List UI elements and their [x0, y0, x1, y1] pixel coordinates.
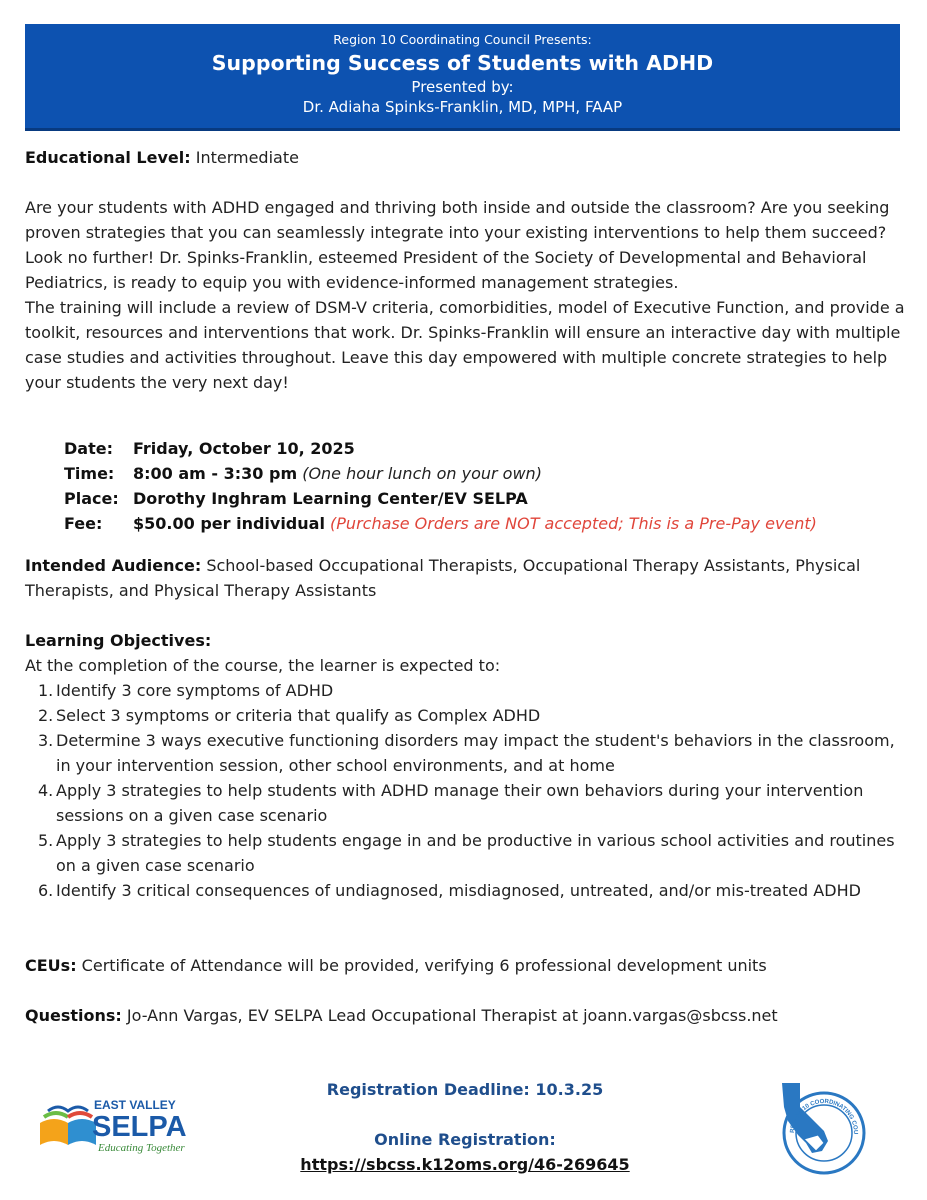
- fee-value: $50.00 per individual: [133, 514, 325, 533]
- list-item: [25, 703, 905, 728]
- list-item: [25, 778, 905, 828]
- online-registration-label: Online Registration:: [374, 1130, 556, 1149]
- time-note: (One hour lunch on your own): [302, 464, 542, 483]
- banner-presented-by: Presented by:: [411, 78, 514, 96]
- time-value: 8:00 am - 3:30 pm: [133, 464, 298, 483]
- objectives-list: [25, 678, 905, 903]
- ceus: [25, 953, 905, 978]
- list-item-number: 6.: [38, 881, 54, 900]
- audience-value: School-based Occupational Therapists, Occupational Therapy Assistants, Physical Therapists, and Physical Therapy Assistants: [25, 556, 861, 600]
- date-label: Date:: [64, 439, 113, 458]
- list-item-text: Identify 3 critical consequences of undiagnosed, misdiagnosed, untreated, and/or mis-treated ADHD: [56, 881, 861, 900]
- intended-audience: [25, 553, 905, 603]
- time-row: [64, 461, 924, 486]
- list-item-text: Apply 3 strategies to help students engage in and be productive in various school activities and routines on a given case scenario: [56, 831, 895, 875]
- registration: [300, 1077, 630, 1177]
- east-valley-selpa-logo: [38, 1093, 198, 1163]
- list-item: [25, 828, 905, 878]
- questions-label: Questions:: [25, 1006, 122, 1025]
- banner-title: Supporting Success of Students with ADHD: [211, 51, 714, 75]
- list-item: [25, 728, 905, 778]
- header-banner: [25, 24, 900, 131]
- list-item-text: Apply 3 strategies to help students with ADHD manage their own behaviors during your intervention sessions on a given case scenario: [56, 781, 864, 825]
- banner-presenter: Dr. Adiaha Spinks-Franklin, MD, MPH, FAAP: [302, 98, 623, 116]
- ceus-value: Certificate of Attendance will be provided, verifying 6 professional development units: [76, 956, 767, 975]
- educational-level: [25, 145, 905, 170]
- fee-row: [64, 511, 924, 536]
- list-item-number: 1.: [38, 681, 54, 700]
- book-icon: [40, 1107, 96, 1145]
- list-item: [25, 878, 905, 903]
- date-value: Friday, October 10, 2025: [133, 439, 355, 458]
- intro-paragraph-1: Are your students with ADHD engaged and thriving both inside and outside the classroom? Are you seeking proven strategies that you can seamlessly integrate into your existing interventions to help them succeed? Look no further! Dr. Spinks-Franklin, esteemed President of the Society of Developmental and Behavioral Pediatrics, is ready to equip you with evidence-informed management strategies.: [25, 198, 890, 292]
- event-details: [64, 436, 924, 536]
- region-10-council-logo: [768, 1077, 868, 1177]
- list-item-text: Select 3 symptoms or criteria that qualify as Complex ADHD: [56, 706, 541, 725]
- intro-paragraph-2: The training will include a review of DSM-V criteria, comorbidities, model of Executive Function, and provide a toolkit, resources and interventions that work. Dr. Spinks-Franklin will ensure an interactive day with multiple case studies and activities throughout. Leave this day empowered with multiple concrete strategies to help your students the very next day!: [25, 298, 905, 392]
- time-label: Time:: [64, 464, 115, 483]
- questions: [25, 1003, 905, 1028]
- list-item-number: 3.: [38, 731, 54, 750]
- svg-text:Educating Together: Educating Together: [98, 1142, 185, 1154]
- intro-section: [25, 145, 905, 395]
- ceus-label: CEUs:: [25, 956, 77, 975]
- banner-pre-title: Region 10 Coordinating Council Presents:: [333, 32, 592, 47]
- date-row: [64, 436, 924, 461]
- learning-objectives: [25, 628, 905, 903]
- list-item-number: 4.: [38, 781, 54, 800]
- list-item-text: Determine 3 ways executive functioning disorders may impact the student's behaviors in the classroom, in your intervention session, other school environments, and at home: [56, 731, 895, 775]
- list-item-text: Identify 3 core symptoms of ADHD: [56, 681, 334, 700]
- svg-text:SELPA: SELPA: [92, 1111, 187, 1143]
- educational-level-value: Intermediate: [190, 148, 299, 167]
- list-item-number: 5.: [38, 831, 54, 850]
- questions-value: Jo-Ann Vargas, EV SELPA Lead Occupational Therapist at joann.vargas@sbcss.net: [121, 1006, 778, 1025]
- audience-label: Intended Audience:: [25, 556, 202, 575]
- fee-label: Fee:: [64, 514, 103, 533]
- svg-text:EAST VALLEY: EAST VALLEY: [94, 1098, 176, 1112]
- registration-link[interactable]: https://sbcss.k12oms.org/46-269645: [300, 1155, 630, 1174]
- svg-text:REGION 10 COORDINATING COUNCIL: REGION 10 COORDINATING COU: [789, 1098, 859, 1135]
- list-item-number: 2.: [38, 706, 54, 725]
- educational-level-label: Educational Level:: [25, 148, 191, 167]
- place-row: [64, 486, 924, 511]
- place-value: Dorothy Inghram Learning Center/EV SELPA: [133, 489, 528, 508]
- objectives-label: Learning Objectives:: [25, 631, 212, 650]
- fee-note: (Purchase Orders are NOT accepted; This is a Pre-Pay event): [330, 514, 817, 533]
- objectives-intro: At the completion of the course, the learner is expected to:: [25, 656, 501, 675]
- place-label: Place:: [64, 489, 119, 508]
- registration-deadline: Registration Deadline: 10.3.25: [326, 1080, 604, 1099]
- list-item: [25, 678, 905, 703]
